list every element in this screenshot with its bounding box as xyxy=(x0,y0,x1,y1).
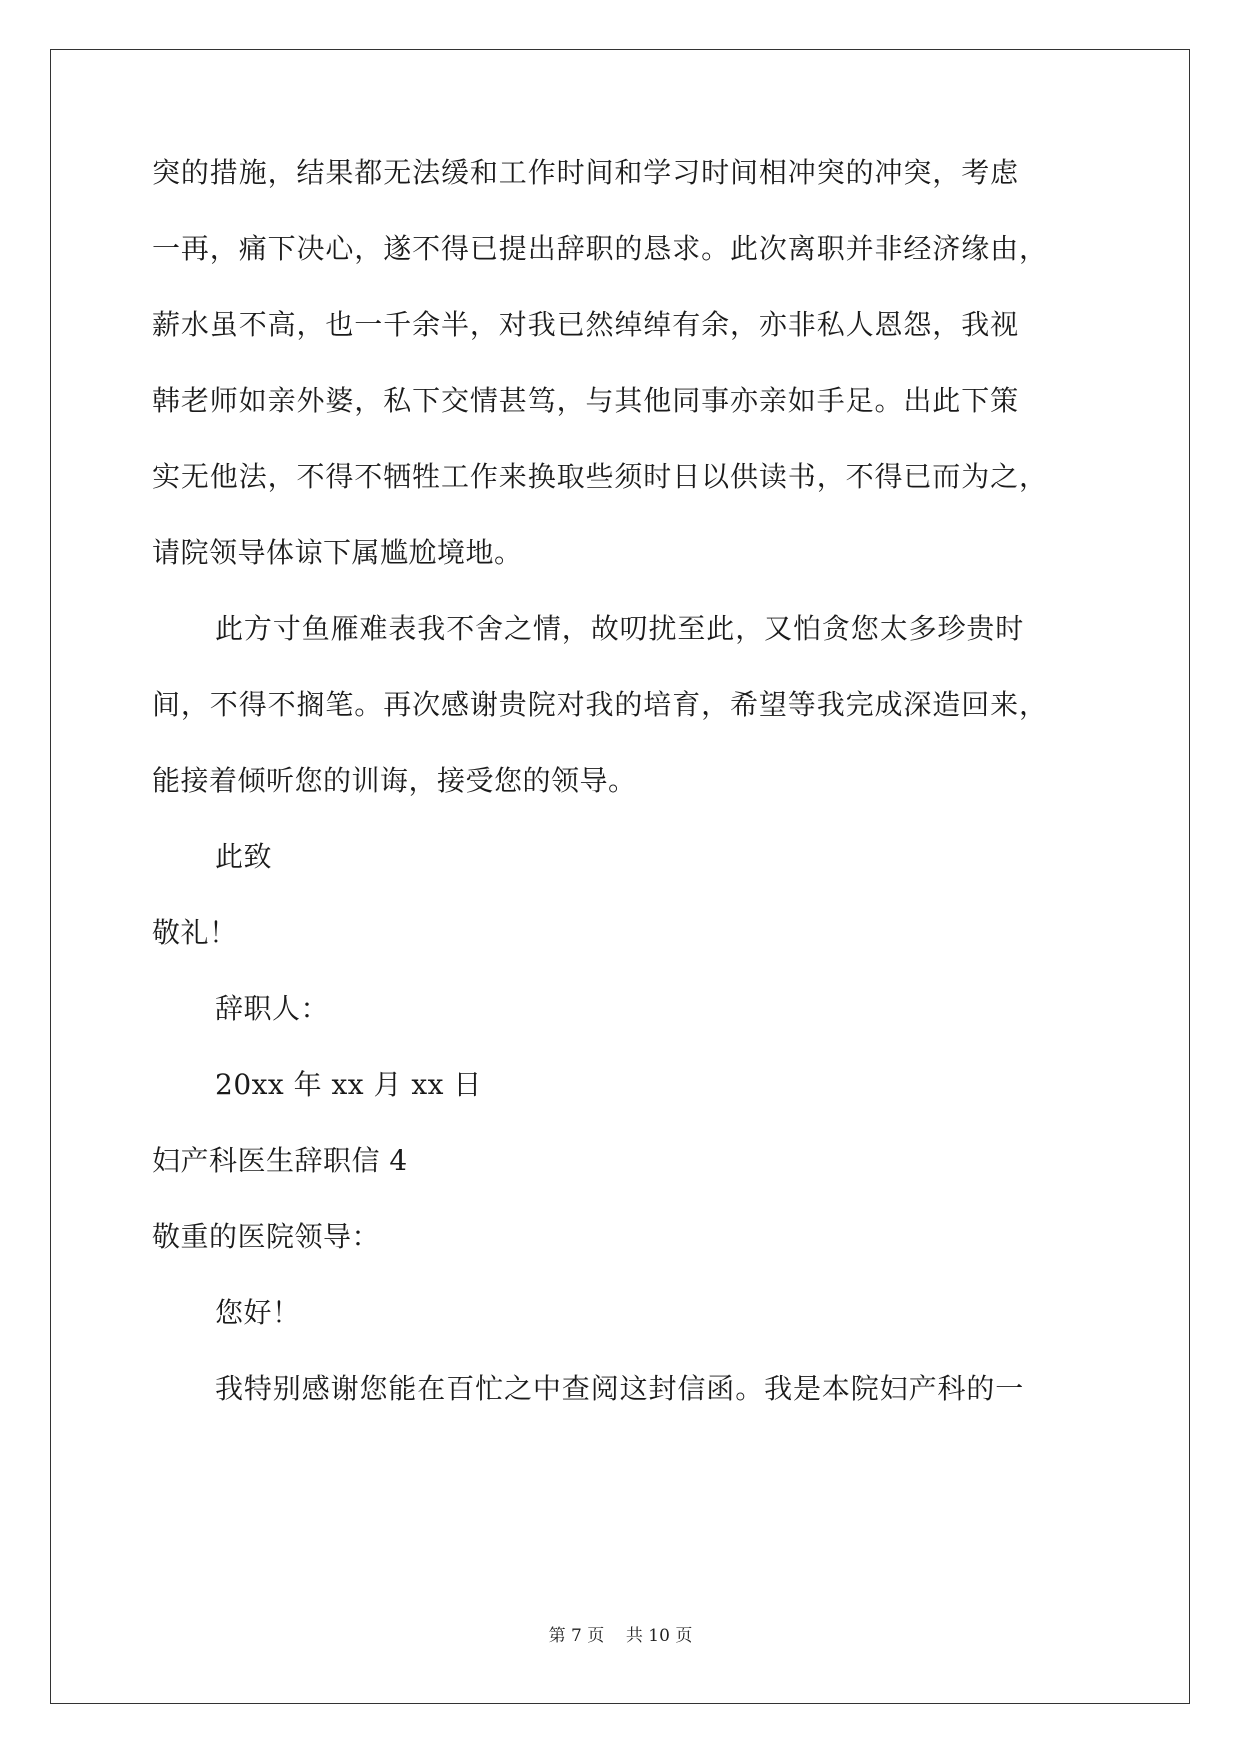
signature-label: 辞职人： xyxy=(215,992,330,1025)
letter-greeting: 您好！ xyxy=(215,1296,301,1329)
body-line: 我特别感谢您能在百忙之中查阅这封信函。我是本院妇产科的一 xyxy=(215,1372,1025,1405)
closing-regards: 敬礼！ xyxy=(152,916,238,949)
page-total: 共 10 页 xyxy=(625,1626,693,1646)
page-number: 第 7 页 xyxy=(548,1626,605,1646)
page-footer xyxy=(0,1624,1241,1648)
body-line: 间，不得不搁笔。再次感谢贵院对我的培育，希望等我完成深造回来， xyxy=(152,688,1048,721)
section-title: 妇产科医生辞职信 4 xyxy=(152,1144,408,1177)
body-line: 韩老师如亲外婆，私下交情甚笃，与其他同事亦亲如手足。出此下策 xyxy=(152,384,1020,417)
letter-addressee: 敬重的医院领导： xyxy=(152,1220,381,1253)
body-line: 薪水虽不高，也一千余半，对我已然绰绰有余，亦非私人恩怨，我视 xyxy=(152,308,1020,341)
letter-date: 20xx 年 xx 月 xx 日 xyxy=(215,1068,482,1101)
body-line: 此方寸鱼雁难表我不舍之情，故叨扰至此，又怕贪您太多珍贵时 xyxy=(215,612,1025,645)
body-line: 一再，痛下决心，遂不得已提出辞职的恳求。此次离职并非经济缘由， xyxy=(152,232,1048,265)
body-line: 能接着倾听您的训诲，接受您的领导。 xyxy=(152,764,637,797)
closing-salutation: 此致 xyxy=(215,840,273,873)
body-line: 实无他法，不得不牺牲工作来换取些须时日以供读书，不得已而为之， xyxy=(152,460,1048,493)
body-line: 请院领导体谅下属尴尬境地。 xyxy=(152,536,523,569)
body-line: 突的措施，结果都无法缓和工作时间和学习时间相冲突的冲突，考虑 xyxy=(152,156,1020,189)
